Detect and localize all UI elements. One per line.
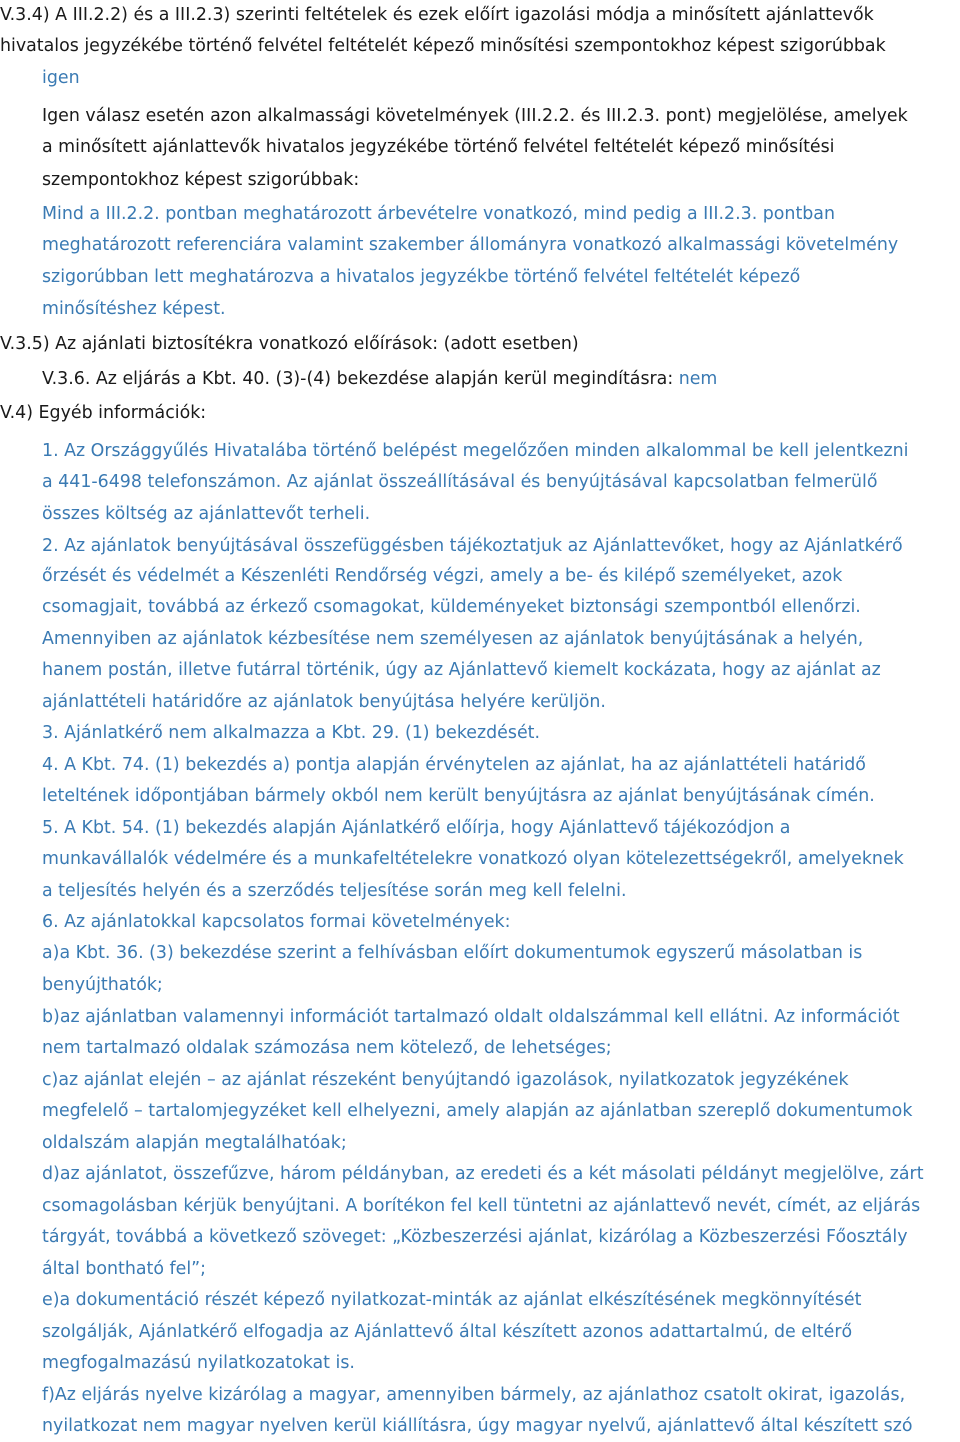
text-line	[42, 294, 226, 325]
line-text: meghatározott referenciára valamint szakember állományra vonatkozó alkalmassági követelmény	[42, 235, 899, 255]
line-text: összes költség az ajánlattevőt terheli.	[42, 504, 371, 524]
line-text: 5. A Kbt. 54. (1) bekezdés alapján Ajánlatkérő előírja, hogy Ajánlattevő tájékozódjon a	[42, 818, 791, 838]
line-text: leteltének időpontjában bármely okból nem került benyújtásra az ajánlat benyújtásának címén.	[42, 786, 875, 806]
text-line	[42, 132, 835, 163]
text-line	[42, 499, 370, 530]
line-text: V.4) Egyéb információk:	[0, 403, 207, 423]
text-line	[42, 750, 866, 781]
line-text: csomagjait, továbbá az érkező csomagokat, küldeményeket biztonsági szempontból ellenőrzi.	[42, 597, 861, 617]
answer-value: nem	[673, 369, 718, 389]
line-text: Amennyiben az ajánlatok kézbesítése nem személyesen az ajánlatok benyújtásának a helyén,	[42, 629, 864, 649]
line-text: ajánlattételi határidőre az ajánlatok benyújtása helyére kerüljön.	[42, 692, 606, 712]
text-line	[42, 1191, 920, 1222]
text-line	[42, 1254, 206, 1285]
line-text: a minősített ajánlattevők hivatalos jegyzékébe történő felvétel feltételét képező minősítési	[42, 137, 835, 157]
text-line	[42, 813, 790, 844]
text-line	[42, 1285, 861, 1316]
line-text: V.3.5) Az ajánlati biztosítékra vonatkozó előírások: (adott esetben)	[0, 334, 579, 354]
line-text: munkavállalók védelmére és a munkafeltételekre vonatkozó olyan kötelezettségekről, amelyeknek	[42, 849, 904, 869]
text-line	[42, 781, 875, 812]
line-text: V.3.4) A III.2.2) és a III.2.3) szerinti feltételek és ezek előírt igazolási módja a minősített ajánlattevők	[0, 5, 874, 25]
text-line	[42, 436, 909, 467]
line-text: minősítéshez képest.	[42, 299, 226, 319]
line-text: benyújthatók;	[42, 975, 163, 995]
line-text: e)a dokumentáció részét képező nyilatkozat-minták az ajánlat elkészítésének megkönnyítését	[42, 1290, 862, 1310]
line-text: 2. Az ajánlatok benyújtásával összefüggésben tájékoztatjuk az Ajánlattevőket, hogy az Ajánlatkérő	[42, 536, 903, 556]
line-text: Igen válasz esetén azon alkalmassági követelmények (III.2.2. és III.2.3. pont) megjelölése, amelyek	[42, 106, 908, 126]
line-text: szolgálják, Ajánlatkérő elfogadja az Ajánlattevő által készített azonos adattartalmú, de eltérő	[42, 1322, 853, 1342]
text-line	[0, 398, 206, 429]
text-line	[42, 687, 606, 718]
text-line	[42, 624, 863, 655]
line-text: 1. Az Országgyűlés Hivatalába történő belépést megelőzően minden alkalommal be kell jelentkezni	[42, 441, 909, 461]
line-text: a)a Kbt. 36. (3) bekezdése szerint a felhívásban előírt dokumentumok egyszerű másolatban is	[42, 943, 863, 963]
line-text: által bontható fel”;	[42, 1259, 207, 1279]
text-line	[42, 938, 862, 969]
line-text: nyilatkozat nem magyar nyelven kerül kiállításra, úgy magyar nyelvű, ajánlattevő által készített szó	[42, 1416, 913, 1436]
line-text: a teljesítés helyén és a szerződés teljesítése során meg kell felelni.	[42, 881, 627, 901]
line-text: 3. Ajánlatkérő nem alkalmazza a Kbt. 29. (1) bekezdését.	[42, 723, 540, 743]
text-line	[42, 1348, 355, 1379]
line-text: igen	[42, 68, 80, 88]
line-text: d)az ajánlatot, összefűzve, három példányban, az eredeti és a két másolati példányt megjelölve, zárt	[42, 1164, 924, 1184]
line-text: megfelelő – tartalomjegyzéket kell elhelyezni, amely alapján az ajánlatban szereplő dokumentumok	[42, 1101, 913, 1121]
text-line	[0, 31, 886, 62]
text-line	[42, 1065, 849, 1096]
text-line	[42, 718, 540, 749]
text-line	[0, 329, 579, 360]
line-text: hanem postán, illetve futárral történik, úgy az Ajánlattevő kiemelt kockázata, hogy az ajánlat az	[42, 660, 881, 680]
text-line	[42, 467, 877, 498]
text-line	[42, 1002, 900, 1033]
text-line	[42, 230, 898, 261]
line-text: szempontokhoz képest szigorúbbak:	[42, 170, 360, 190]
line-text: őrzését és védelmét a Készenléti Rendőrség végzi, amely a be- és kilépő személyeket, azok	[42, 566, 843, 586]
text-line	[42, 655, 881, 686]
text-line	[42, 531, 903, 562]
text-line	[42, 1033, 612, 1064]
line-text: hivatalos jegyzékébe történő felvétel feltételét képező minősítési szempontokhoz képest szigorúbbak	[0, 36, 886, 56]
text-line	[42, 63, 80, 94]
text-line	[42, 876, 627, 907]
line-text: c)az ajánlat elején – az ajánlat részeként benyújtandó igazolások, nyilatkozatok jegyzékének	[42, 1070, 849, 1090]
text-line	[42, 262, 800, 293]
text-line	[42, 907, 510, 938]
line-text: f)Az eljárás nyelve kizárólag a magyar, amennyiben bármely, az ajánlathoz csatolt okirat, igazolás,	[42, 1385, 906, 1405]
text-line	[42, 1222, 908, 1253]
text-line	[42, 1411, 912, 1442]
text-line	[42, 101, 908, 132]
line-text: megfogalmazású nyilatkozatokat is.	[42, 1353, 355, 1373]
text-line	[42, 844, 904, 875]
text-line	[42, 165, 359, 196]
line-text: 4. A Kbt. 74. (1) bekezdés a) pontja alapján érvénytelen az ajánlat, ha az ajánlattételi határidő	[42, 755, 866, 775]
text-line	[42, 1128, 347, 1159]
line-text: oldalszám alapján megtalálhatóak;	[42, 1133, 347, 1153]
text-line	[42, 1317, 852, 1348]
text-line	[42, 364, 717, 395]
line-text: 6. Az ajánlatokkal kapcsolatos formai követelmények:	[42, 912, 511, 932]
text-line	[42, 1159, 924, 1190]
line-text: nem tartalmazó oldalak számozása nem kötelező, de lehetséges;	[42, 1038, 612, 1058]
text-line	[42, 199, 835, 230]
line-text: b)az ajánlatban valamennyi információt tartalmazó oldalt oldalszámmal kell ellátni. Az információt	[42, 1007, 900, 1027]
line-text: tárgyát, továbbá a következő szöveget: „Közbeszerzési ajánlat, kizárólag a Közbeszerzési Főosztály	[42, 1227, 908, 1247]
text-line	[42, 592, 861, 623]
line-text: V.3.6. Az eljárás a Kbt. 40. (3)-(4) bekezdése alapján kerül megindításra:	[42, 369, 674, 389]
text-line	[42, 970, 163, 1001]
line-text: szigorúbban lett meghatározva a hivatalos jegyzékbe történő felvétel feltételét képező	[42, 267, 801, 287]
line-text: a 441-6498 telefonszámon. Az ajánlat összeállításával és benyújtásával kapcsolatban felmerülő	[42, 472, 878, 492]
line-text: csomagolásban kérjük benyújtani. A borítékon fel kell tüntetni az ajánlattevő nevét, címét, az eljárás	[42, 1196, 921, 1216]
text-line	[42, 1380, 905, 1411]
text-line	[0, 0, 874, 31]
text-line	[42, 561, 842, 592]
text-line	[42, 1096, 912, 1127]
line-text: Mind a III.2.2. pontban meghatározott árbevételre vonatkozó, mind pedig a III.2.3. pontban	[42, 204, 835, 224]
